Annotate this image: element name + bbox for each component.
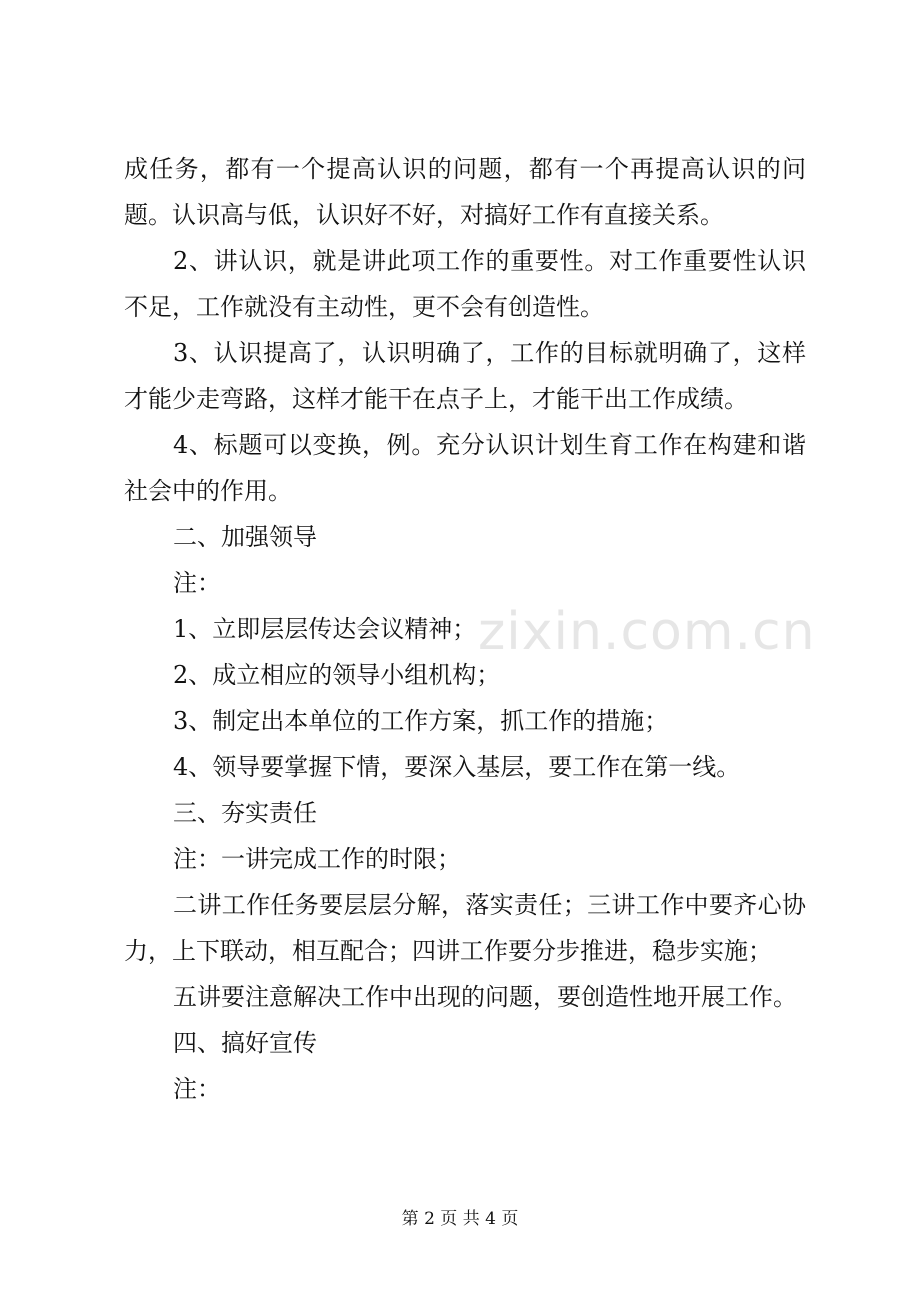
paragraph: 二讲工作任务要层层分解，落实责任；三讲工作中要齐心协力，上下联动，相互配合；四讲工作要分步推进，稳步实施；: [124, 891, 806, 965]
paragraph: 3、认识提高了，认识明确了，工作的目标就明确了，这样才能少走弯路，这样才能干在点子上，才能干出工作成绩。: [124, 339, 806, 413]
list-item: 2、成立相应的领导小组机构；: [173, 661, 501, 689]
list-item: 1、立即层层传达会议精神；: [173, 615, 477, 643]
list-item: 4、领导要掌握下情，要深入基层，要工作在第一线。: [173, 753, 741, 781]
note-label: 注：: [173, 1075, 221, 1103]
watermark-logo: zixin.com.cn: [478, 602, 816, 662]
section-heading: 四、搞好宣传: [173, 1029, 317, 1057]
paragraph: 五讲要注意解决工作中出现的问题，要创造性地开展工作。: [173, 983, 797, 1011]
page-footer: 第 2 页 共 4 页: [401, 1209, 519, 1229]
list-item: 3、制定出本单位的工作方案，抓工作的措施；: [173, 707, 669, 735]
paragraph: 注：一讲完成工作的时限；: [173, 845, 461, 873]
paragraph: 2、讲认识，就是讲此项工作的重要性。对工作重要性认识不足，工作就没有主动性，更不会有创造性。: [124, 247, 806, 321]
note-label: 注：: [173, 569, 221, 597]
section-heading: 三、夯实责任: [173, 799, 317, 827]
section-heading: 二、加强领导: [173, 523, 317, 551]
paragraph: 4、标题可以变换，例。充分认识计划生育工作在构建和谐社会中的作用。: [124, 431, 806, 505]
paragraph: 成任务，都有一个提高认识的问题，都有一个再提高认识的问题。认识高与低，认识好不好，对搞好工作有直接关系。: [124, 155, 806, 229]
